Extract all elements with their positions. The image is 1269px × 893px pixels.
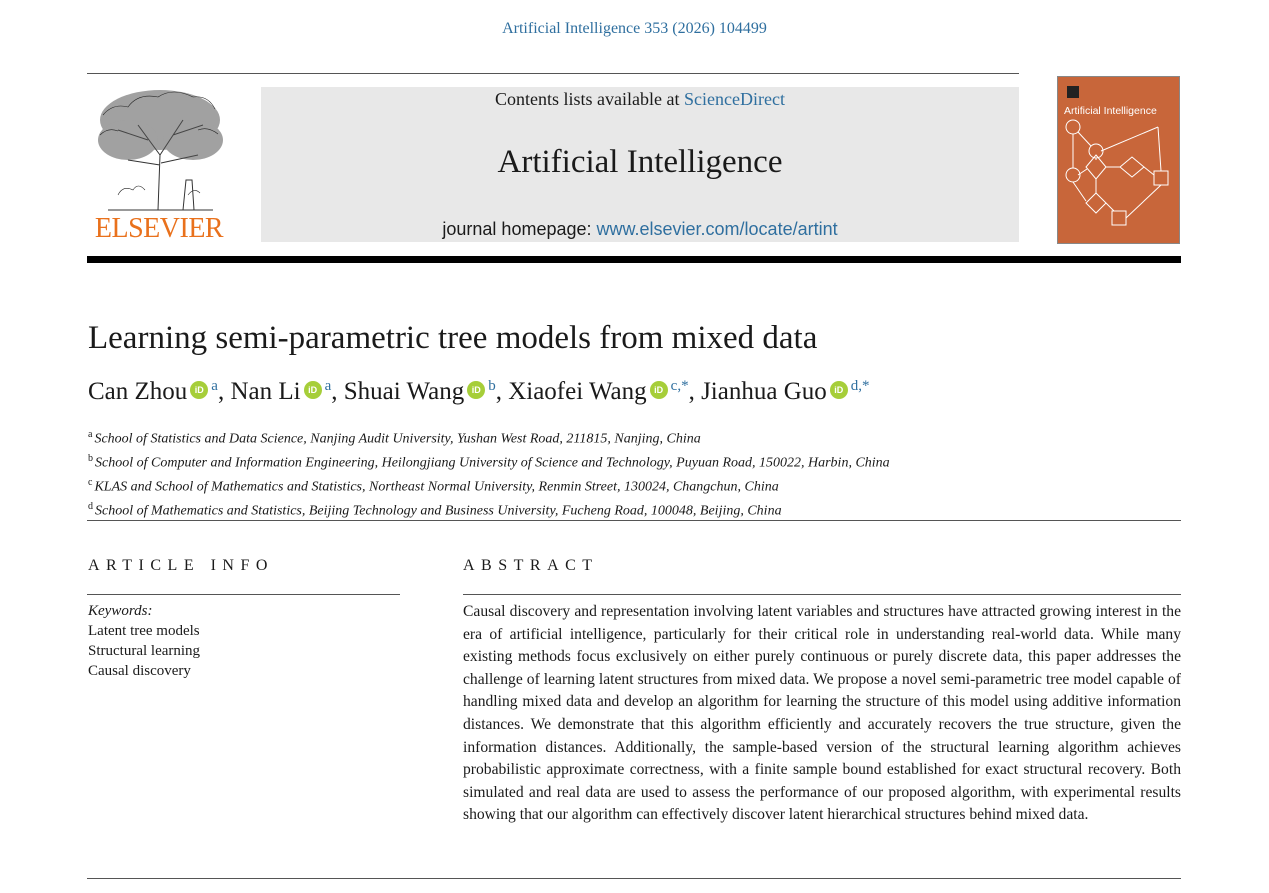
keyword-item: Structural learning (88, 643, 201, 659)
affiliation-b: $^b$ School of Computer and Information Engineering, Heilongjiang University of Science and Technology, Puyuan Road, 150022, Harbin, China (88, 453, 890, 471)
author-jianhua-guo[interactable]: Jianhua Guo iD $^{d,*}$ (701, 378, 870, 405)
journal-citation[interactable]: Artificial Intelligence 353 (2026) 104499 (502, 20, 767, 37)
affiliation-mark[interactable]: a (324, 378, 332, 394)
orcid-icon[interactable]: iD (830, 381, 848, 399)
affiliation-list (88, 425, 890, 522)
author-list: Can Zhou iD $^a$, Nan Li iD $^a$, Shuai Wang iD $^b$, Xiaofei Wang iD $^{c,*}$, Jianhua Guo iD $^{d,*}$ (88, 378, 870, 405)
article-info-heading: ARTICLE INFO (88, 557, 274, 574)
homepage-line (261, 219, 1019, 240)
publisher-logo[interactable] (88, 85, 230, 245)
affiliation-a: $^a$ School of Statistics and Data Science, Nanjing Audit University, Yushan West Road, 211815, Nanjing, China (88, 429, 701, 447)
affiliation-mark[interactable]: a (211, 378, 218, 394)
bottom-rule (87, 878, 1181, 879)
affiliation-mark[interactable]: d,* (850, 378, 870, 394)
header-divider-thick (87, 256, 1181, 263)
abstract-heading: ABSTRACT (463, 557, 599, 574)
orcid-icon[interactable]: iD (467, 381, 485, 399)
tree-logo-icon (88, 85, 230, 213)
sciencedirect-link[interactable]: ScienceDirect (684, 89, 785, 109)
affiliation-mark[interactable]: b (488, 378, 496, 394)
contents-prefix: Contents lists available at (495, 89, 684, 109)
affiliation-mark[interactable]: c,* (670, 378, 689, 394)
journal-banner (261, 87, 1019, 242)
orcid-icon[interactable]: iD (650, 381, 668, 399)
header-rule (87, 73, 1019, 74)
orcid-icon[interactable]: iD (304, 381, 322, 399)
contents-line (261, 89, 1019, 110)
abstract-rule (463, 594, 1181, 595)
article-info-rule (87, 594, 400, 595)
author-xiaofei-wang[interactable]: Xiaofei Wang iD $^{c,*}$ (508, 378, 689, 405)
orcid-icon[interactable]: iD (190, 381, 208, 399)
author-can-zhou[interactable]: Can Zhou iD $^a$ (88, 378, 218, 405)
cover-title: Artificial Intelligence (1064, 105, 1157, 117)
journal-cover[interactable] (1057, 76, 1180, 244)
keywords-label: Keywords: (88, 603, 153, 619)
publisher-name: ELSEVIER (94, 213, 224, 244)
author-shuai-wang[interactable]: Shuai Wang iD $^b$ (343, 378, 496, 405)
cover-logo-icon (1066, 85, 1080, 99)
keyword-item: Latent tree models (88, 623, 200, 639)
affiliation-c: $^c$ KLAS and School of Mathematics and Statistics, Northeast Normal University, Renmin Street, 130024, Changchun, China (88, 477, 779, 495)
affiliation-d: $^d$ School of Mathematics and Statistics, Beijing Technology and Business University, Fucheng Road, 100048, Beijing, China (88, 501, 782, 520)
article-title: Learning semi-parametric tree models from mixed data (88, 320, 818, 356)
journal-title: Artificial Intelligence (497, 144, 783, 180)
author-nan-li[interactable]: Nan Li iD $^a$ (230, 378, 332, 405)
section-rule (87, 520, 1181, 521)
keywords-block (88, 601, 200, 681)
keyword-item: Causal discovery (88, 663, 191, 679)
cover-diagram-icon (1058, 115, 1179, 235)
homepage-link[interactable]: www.elsevier.com/locate/artint (596, 219, 838, 239)
homepage-prefix: journal homepage: (442, 219, 597, 239)
abstract-text: Causal discovery and representation involving latent variables and structures have attracted growing interest in the era of artificial intelligence, particularly for their critical role in understanding real-world data. While many existing methods focus exclusively on either purely continuous or purely discrete data, this paper addresses the challenge of learning latent structures from mixed data. We propose a novel semi-parametric tree model capable of handling mixed data and develop an algorithm for learning the structure of this model using additive information distances. We demonstrate that this algorithm efficiently and accurately recovers the true structure, given the information distances. Additionally, the sample-based version of the structural learning algorithm achieves probabilistic approximate correctness, with a finite sample bound established for exact structural recovery. Both simulated and real data are used to assess the performance of our proposed algorithm, with experimental results showing that our algorithm can effectively discover latent hierarchical structures behind mixed data. (463, 603, 1181, 824)
